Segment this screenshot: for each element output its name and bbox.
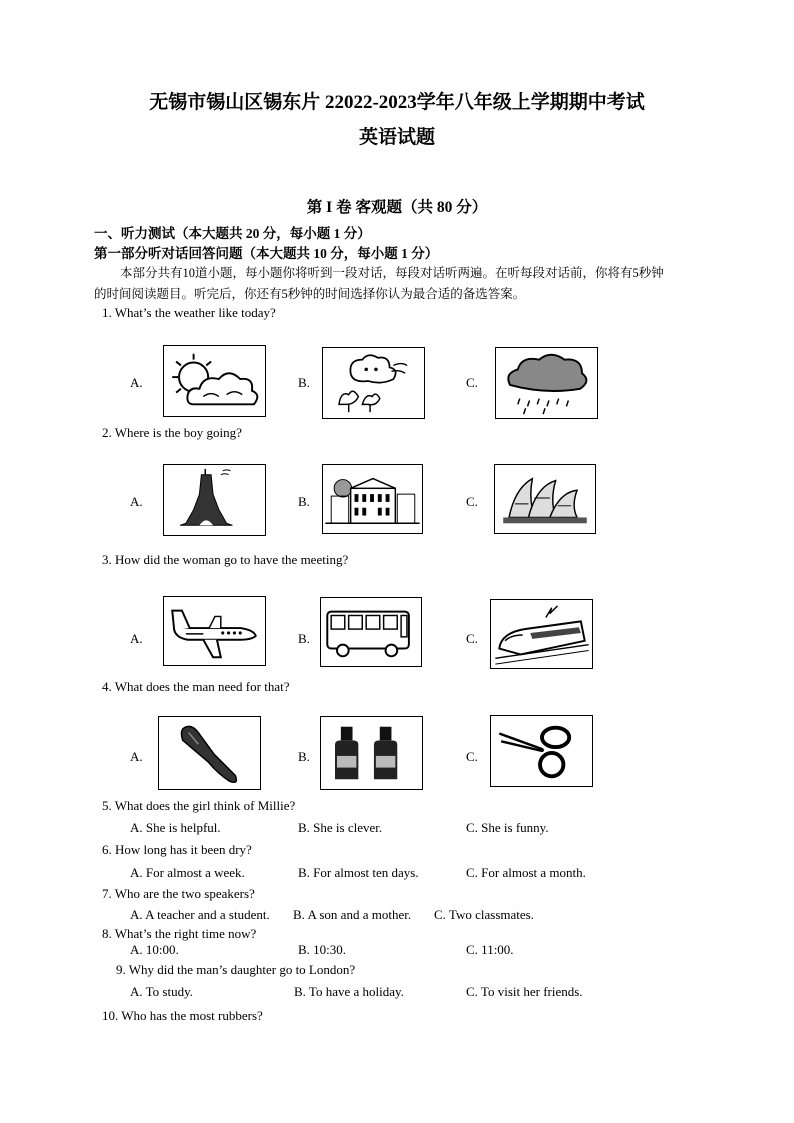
palace-building-icon: [323, 465, 422, 533]
option-b[interactable]: B. She is clever.: [298, 820, 383, 835]
option-image-a[interactable]: [163, 345, 266, 417]
option-a[interactable]: A. For almost a week.: [130, 865, 245, 880]
option-label-b: B.: [298, 631, 310, 646]
subsection-heading: 第一部分听对话回答问题（本大题共 10 分，每小题 1 分）: [94, 246, 439, 261]
eiffel-tower-icon: [164, 465, 265, 535]
part-heading: 第 I 卷 客观题（共 80 分）: [306, 199, 488, 216]
option-b[interactable]: B. For almost ten days.: [298, 865, 419, 880]
option-label-a: A.: [130, 375, 143, 390]
option-label-b: B.: [298, 375, 310, 390]
ink-bottles-icon: [321, 717, 422, 789]
section-heading: 一、听力测试（本大题共 20 分，每小题 1 分）: [94, 226, 371, 241]
option-a[interactable]: A. 10:00.: [130, 942, 179, 957]
option-label-c: C.: [466, 631, 478, 646]
option-image-c[interactable]: [495, 347, 598, 419]
option-image-c[interactable]: [494, 464, 596, 534]
sun-cloud-icon: [164, 346, 265, 416]
option-label-b: B.: [298, 749, 310, 764]
option-image-c[interactable]: [490, 715, 593, 787]
question-10: 10. Who has the most rubbers?: [102, 1008, 263, 1023]
option-image-b[interactable]: [320, 597, 422, 667]
option-image-c[interactable]: [490, 599, 593, 669]
option-b[interactable]: B. 10:30.: [298, 942, 347, 957]
option-image-a[interactable]: [158, 716, 261, 790]
option-a[interactable]: A. A teacher and a student.: [130, 907, 270, 922]
question-1: 1. What’s the weather like today?: [102, 305, 276, 320]
instructions-line-1: 本部分共有10道小题，每小题你将听到一段对话，每段对话听两遍。在听每段对话前，你将有5秒钟: [120, 266, 664, 280]
bus-icon: [321, 598, 421, 666]
option-c[interactable]: C. To visit her friends.: [466, 984, 583, 999]
opera-house-icon: [495, 465, 595, 533]
option-b[interactable]: B. A son and a mother.: [293, 907, 412, 922]
question-5: 5. What does the girl think of Millie?: [102, 798, 296, 813]
option-label-c: C.: [466, 749, 478, 764]
exam-title: 无锡市锡山区锡东片 22022-2023学年八年级上学期期中考试: [149, 92, 645, 113]
question-3: 3. How did the woman go to have the meeting?: [102, 552, 349, 567]
question-6: 6. How long has it been dry?: [102, 842, 252, 857]
option-a[interactable]: A. To study.: [130, 984, 194, 999]
option-label-a: A.: [130, 494, 143, 509]
option-image-b[interactable]: [322, 464, 423, 534]
option-c[interactable]: C. For almost a month.: [466, 865, 586, 880]
option-b[interactable]: B. To have a holiday.: [294, 984, 404, 999]
exam-subtitle: 英语试题: [358, 127, 435, 148]
option-label-c: C.: [466, 375, 478, 390]
question-2: 2. Where is the boy going?: [102, 425, 242, 440]
rain-cloud-icon: [496, 348, 597, 418]
option-c[interactable]: C. 11:00.: [466, 942, 514, 957]
instructions-line-2: 的时间阅读题目。听完后，你还有5秒钟的时间选择你认为最合适的备选答案。: [94, 287, 526, 301]
option-label-b: B.: [298, 494, 310, 509]
option-label-c: C.: [466, 494, 478, 509]
wind-cloud-icon: [323, 348, 424, 418]
airplane-icon: [164, 597, 265, 665]
option-c[interactable]: C. Two classmates.: [434, 907, 534, 922]
knife-icon: [159, 717, 260, 789]
option-c[interactable]: C. She is funny.: [466, 820, 549, 835]
option-image-b[interactable]: [320, 716, 423, 790]
question-4: 4. What does the man need for that?: [102, 679, 290, 694]
option-label-a: A.: [130, 631, 143, 646]
option-a[interactable]: A. She is helpful.: [130, 820, 221, 835]
scissors-icon: [491, 716, 592, 786]
option-label-a: A.: [130, 749, 143, 764]
question-9: 9. Why did the man’s daughter go to London?: [116, 962, 356, 977]
question-8: 8. What’s the right time now?: [102, 926, 257, 941]
bullet-train-icon: [491, 600, 592, 668]
question-7: 7. Who are the two speakers?: [102, 886, 255, 901]
option-image-a[interactable]: [163, 464, 266, 536]
option-image-a[interactable]: [163, 596, 266, 666]
option-image-b[interactable]: [322, 347, 425, 419]
